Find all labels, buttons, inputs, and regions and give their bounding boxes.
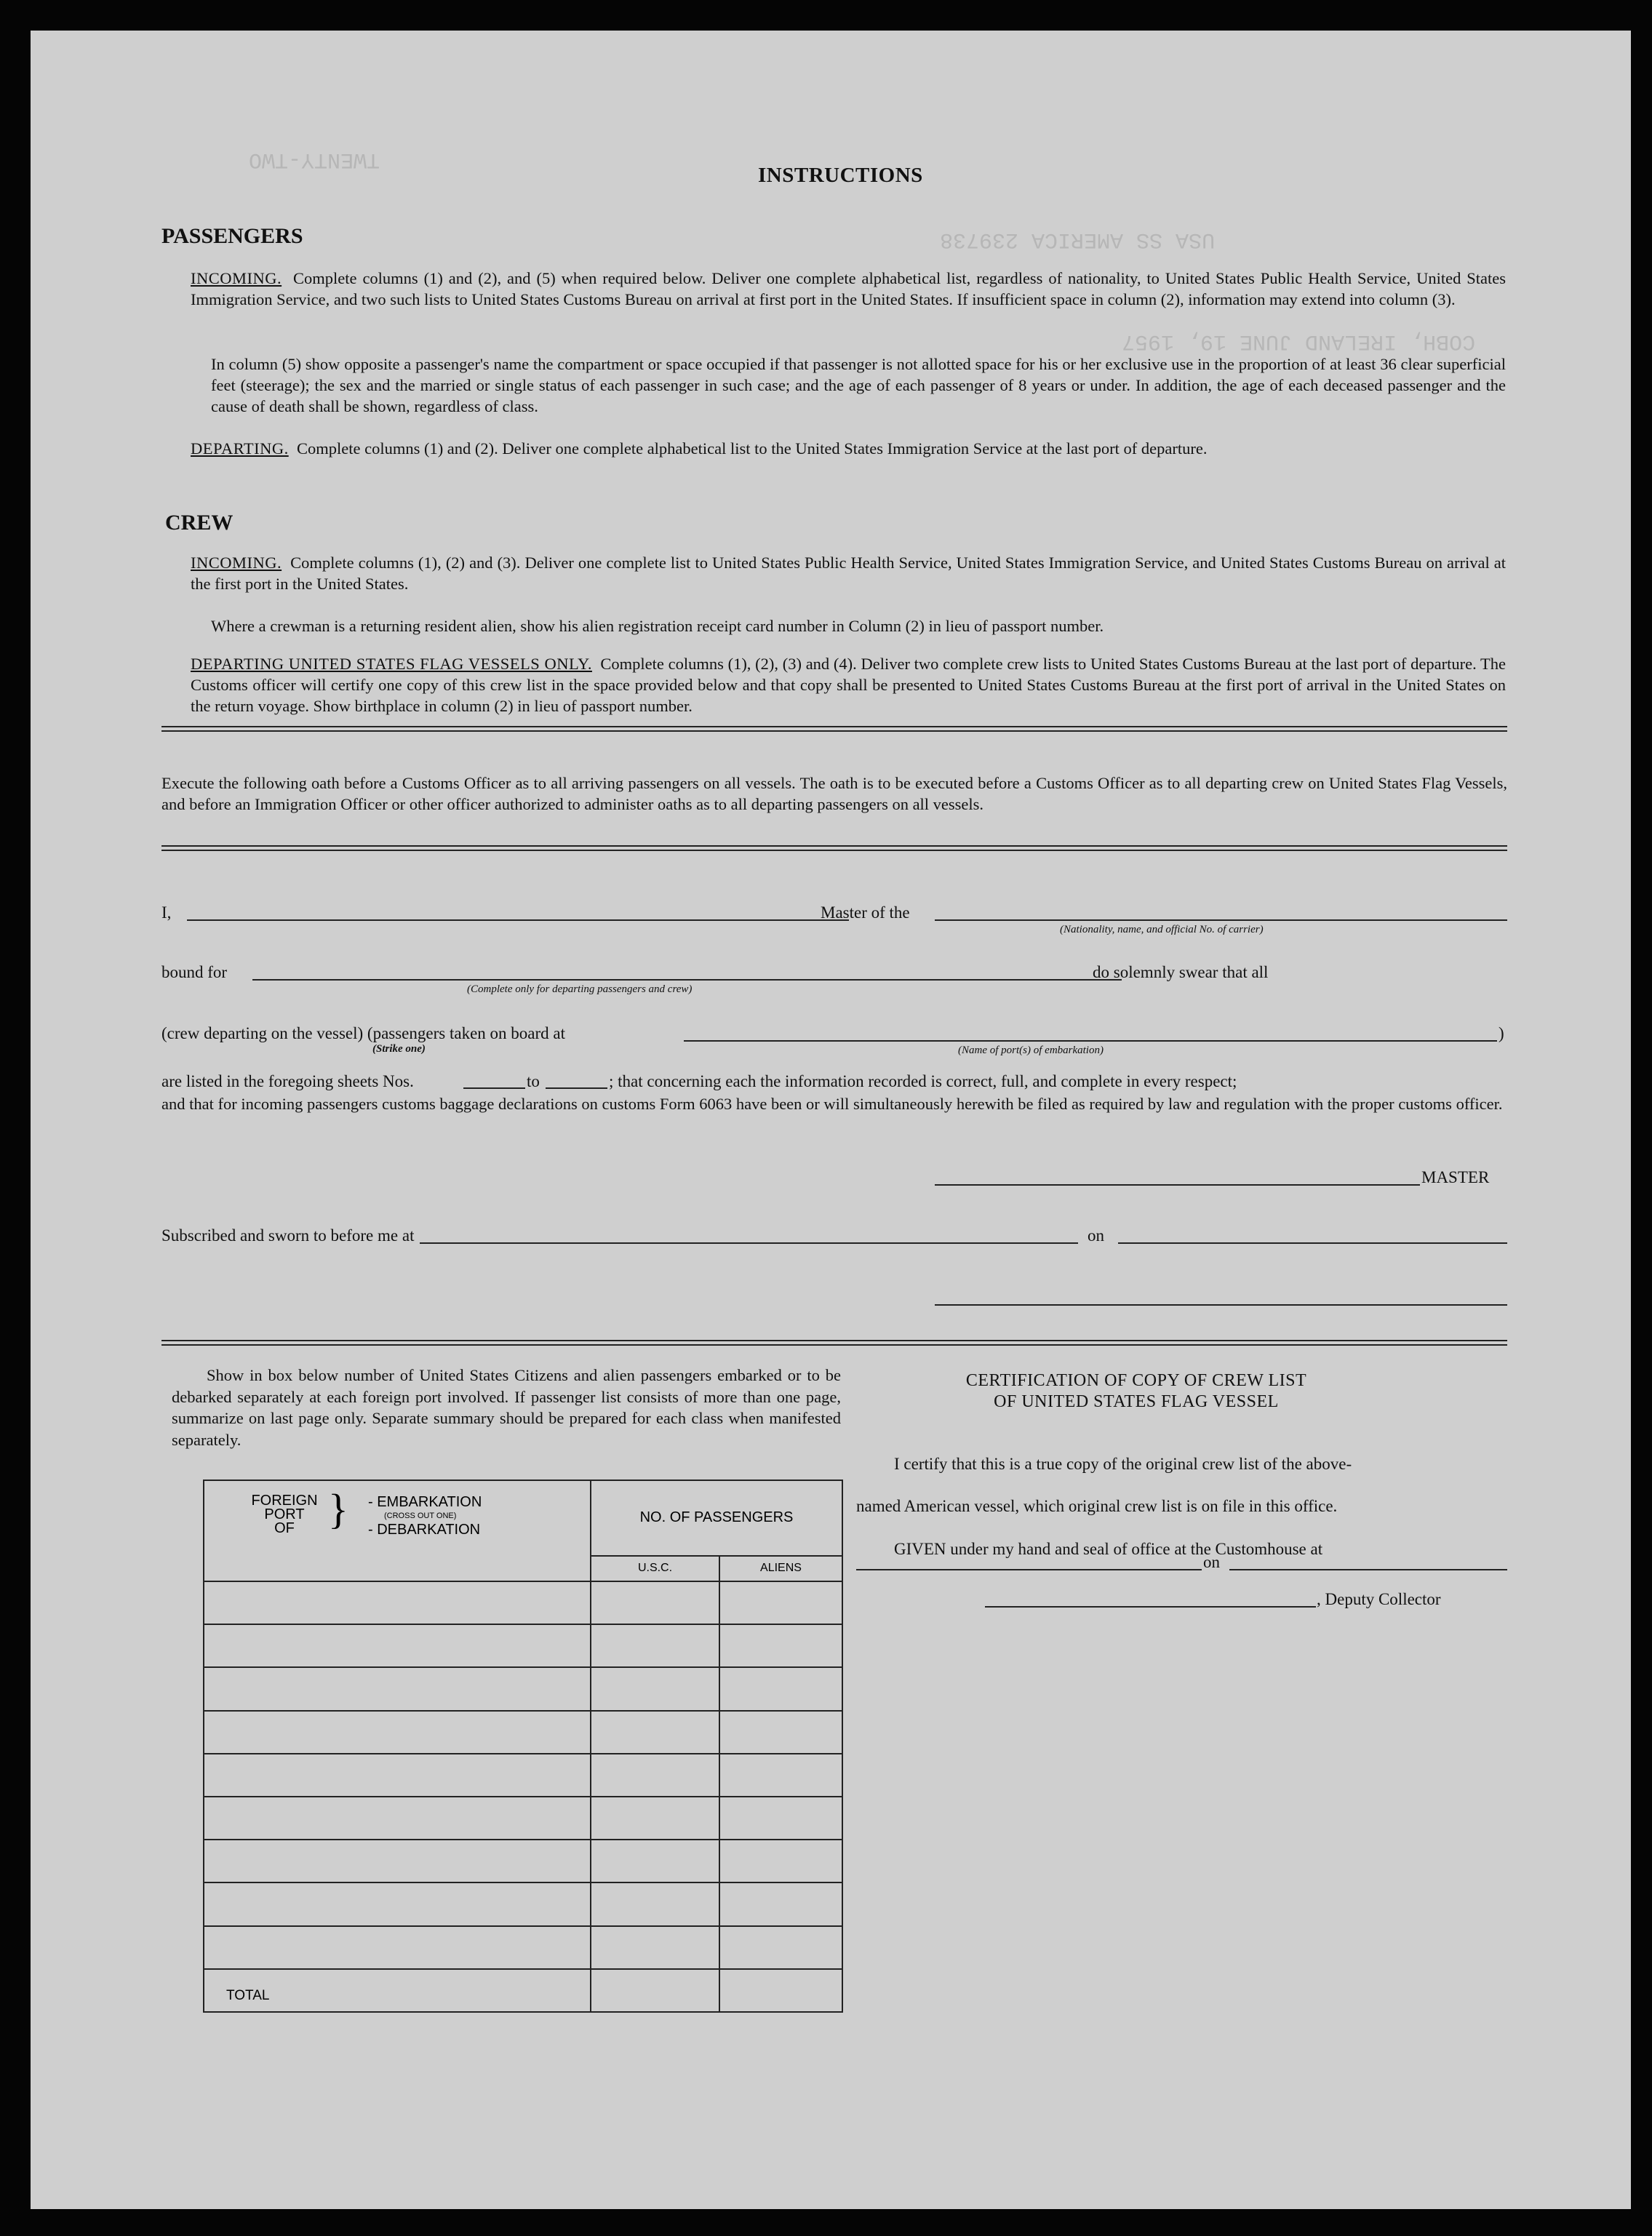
passengers-heading: PASSENGERS [161, 224, 303, 248]
aliens-cell[interactable] [719, 1754, 842, 1797]
port-cell[interactable] [204, 1754, 591, 1797]
port-cell[interactable] [204, 1581, 591, 1624]
usc-cell[interactable] [591, 1754, 719, 1797]
aliens-cell[interactable] [719, 1797, 842, 1840]
certification-line-2: named American vessel, which original crew list is on file in this office. [856, 1497, 1338, 1515]
passengers-incoming-text: Complete columns (1) and (2), and (5) when required below. Deliver one complete alphabetical list, regardless of nationality, to United States Public Health Service, United States Immigration Service, and two such lists to United States Customs Bureau on arrival at first port in the United States. If insufficient space in column (2), information may extend into column (3). [191, 269, 1507, 308]
listed-text-b: ; that concerning each the information recorded is correct, full, and complete in every respect; [609, 1072, 1237, 1090]
usc-header: U.S.C. [591, 1556, 719, 1581]
certification-heading [867, 1370, 1405, 1413]
certification-heading-1: CERTIFICATION OF COPY OF CREW LIST [965, 1371, 1307, 1390]
passengers-departing-text: Complete columns (1) and (2). Deliver one complete alphabetical list to the United States Immigration Service at the last port of departure. [296, 439, 1208, 458]
port-header-cell [204, 1480, 591, 1581]
page-title: INSTRUCTIONS [758, 164, 923, 187]
crew-incoming-paragraph [191, 552, 1506, 594]
crew-heading: CREW [165, 511, 234, 535]
sheet-to-line[interactable] [546, 1087, 607, 1089]
oath-i-label: I, [161, 903, 172, 922]
subscribed-label: Subscribed and sworn to before me at [161, 1226, 415, 1245]
certification-line-1: I certify that this is a true copy of the original crew list of the above- [894, 1455, 1352, 1473]
swear-text: do solemnly swear that all [1093, 963, 1269, 981]
total-label: TOTAL [204, 1969, 591, 2012]
port-cell[interactable] [204, 1624, 591, 1667]
section-divider [161, 1344, 1507, 1346]
usc-cell[interactable] [591, 1797, 719, 1840]
aliens-cell[interactable] [719, 1581, 842, 1624]
crew-incoming-label: INCOMING. [191, 554, 282, 572]
total-usc-cell[interactable] [591, 1969, 719, 2012]
usc-cell[interactable] [591, 1624, 719, 1667]
crew-incoming-text: Complete columns (1), (2) and (3). Deliver one complete list to United States Public Health Service, United States Immigration Service, and United States Customs Bureau on arrival at the first port in the United States. [191, 554, 1507, 593]
section-divider [161, 845, 1507, 847]
crew-departing-paragraph [191, 653, 1506, 716]
debarkation-label: - DEBARKATION [368, 1522, 481, 1538]
crew-departing-text: Complete columns (1), (2), (3) and (4). Deliver two complete crew lists to United States Customs Bureau at the last port of departure. The Customs officer will certify one copy of this crew list in the space provided below and that copy shall be presented to United States Customs Bureau at the first port of arrival in the United States on the return voyage. Show birthplace in column (2) in lieu of passport number. [191, 655, 1506, 715]
bound-caption: (Complete only for departing passengers and crew) [467, 983, 693, 995]
certification-date-line[interactable] [1229, 1569, 1507, 1570]
master-label: MASTER [1421, 1168, 1490, 1186]
usc-cell[interactable] [591, 1882, 719, 1925]
aliens-header: ALIENS [719, 1556, 842, 1581]
embark-debark-label [368, 1496, 482, 1537]
port-cell[interactable] [204, 1667, 591, 1710]
ports-line[interactable] [684, 1040, 1497, 1042]
officer-signature-line[interactable] [935, 1304, 1507, 1306]
aliens-cell[interactable] [719, 1667, 842, 1710]
usc-cell[interactable] [591, 1667, 719, 1710]
usc-cell[interactable] [591, 1926, 719, 1969]
aliens-cell[interactable] [719, 1926, 842, 1969]
port-cell[interactable] [204, 1840, 591, 1882]
port-label: PORT [264, 1506, 305, 1522]
deputy-signature-line[interactable] [985, 1606, 1316, 1608]
bound-for-label: bound for [161, 963, 228, 981]
master-name-line[interactable] [187, 919, 849, 921]
bleed-through-text: USA SS AMERICA 239738 [940, 227, 1216, 252]
usc-cell[interactable] [591, 1840, 719, 1882]
close-paren: ) [1499, 1024, 1504, 1042]
bound-for-line[interactable] [252, 979, 1122, 981]
deputy-collector-label: , Deputy Collector [1317, 1590, 1441, 1608]
aliens-cell[interactable] [719, 1711, 842, 1754]
passenger-summary-table [203, 1480, 843, 2013]
document-page [31, 31, 1631, 2209]
ports-caption: (Name of port(s) of embarkation) [958, 1045, 1104, 1056]
listed-to: to [527, 1072, 540, 1090]
port-cell[interactable] [204, 1882, 591, 1925]
carrier-caption: (Nationality, name, and official No. of carrier) [1060, 924, 1264, 935]
foreign-port-label [244, 1494, 324, 1536]
usc-cell[interactable] [591, 1711, 719, 1754]
bleed-through-text: TWENTY-TWO [249, 147, 380, 172]
passengers-incoming-label: INCOMING. [191, 269, 282, 287]
bleed-through-text: COBH, IRELAND JUNE 19, 1957 [1122, 329, 1476, 354]
usc-cell[interactable] [591, 1581, 719, 1624]
sworn-place-line[interactable] [420, 1242, 1078, 1244]
crew-departing-label: DEPARTING UNITED STATES FLAG VESSELS ONLY. [191, 655, 592, 673]
aliens-cell[interactable] [719, 1624, 842, 1667]
aliens-cell[interactable] [719, 1840, 842, 1882]
section-divider [161, 1340, 1507, 1341]
summary-instruction: Show in box below number of United States Citizens and alien passengers embarked or to be debarked separately at each foreign port involved. If passenger list consists of more than one page, summarize on last page only. Separate summary should be prepared for each class when manifested separately. [172, 1366, 841, 1449]
strike-one-caption: (Strike one) [372, 1043, 426, 1055]
listed-text-a: are listed in the foregoing sheets Nos. [161, 1072, 414, 1090]
brace-glyph: } [328, 1485, 348, 1533]
customhouse-line[interactable] [856, 1569, 1202, 1570]
crew-resident-paragraph: Where a crewman is a returning resident alien, show his alien registration receipt card number in Column (2) in lieu of passport number. [211, 617, 1104, 635]
port-cell[interactable] [204, 1926, 591, 1969]
section-divider [161, 850, 1507, 851]
section-divider [161, 730, 1507, 732]
foreign-label: FOREIGN [251, 1493, 318, 1509]
oath-intro: Execute the following oath before a Customs Officer as to all arriving passengers on all vessels. The oath is to be executed before a Customs Officer as to all departing crew on United States Flag Vessels, and before an Immigration Officer or other officer authorized to administer oaths as to all departing passengers on all vessels. [161, 774, 1507, 813]
embarkation-label: - EMBARKATION [368, 1494, 482, 1510]
no-passengers-header: NO. OF PASSENGERS [591, 1480, 842, 1556]
listed-text-c: and that for incoming passengers customs baggage declarations on customs Form 6063 have been or will simultaneously herewith be filed as required by law and regulation with the proper customs officer. [161, 1095, 1503, 1113]
port-cell[interactable] [204, 1797, 591, 1840]
aliens-cell[interactable] [719, 1882, 842, 1925]
passengers-departing-label: DEPARTING. [191, 439, 289, 458]
carrier-line[interactable] [935, 919, 1507, 921]
passengers-incoming-paragraph [191, 268, 1506, 310]
sworn-date-line[interactable] [1118, 1242, 1507, 1244]
master-of-label: Master of the [821, 903, 910, 922]
crew-departing-text: (crew departing on the vessel) (passengers taken on board at [161, 1024, 565, 1042]
certification-line-3: GIVEN under my hand and seal of office at the Customhouse at [894, 1540, 1323, 1558]
of-label: OF [274, 1520, 295, 1536]
passengers-column5-paragraph: In column (5) show opposite a passenger's name the compartment or space occupied if that passenger is not allotted space for his or her exclusive use in the proportion of at least 36 clear superficial feet (steerage); the sex and the married or single status of each passenger in such case; and the age of each passenger of 8 years or under. In addition, the age of each deceased passenger and the cause of death shall be shown, regardless of class. [211, 355, 1506, 415]
certification-heading-2: OF UNITED STATES FLAG VESSEL [994, 1392, 1279, 1411]
cross-out-label: (CROSS OUT ONE) [384, 1512, 457, 1520]
port-cell[interactable] [204, 1711, 591, 1754]
section-divider [161, 726, 1507, 727]
master-signature-line[interactable] [935, 1184, 1420, 1186]
certification-on-label: on [1203, 1553, 1220, 1571]
sworn-on-label: on [1088, 1226, 1104, 1245]
total-aliens-cell[interactable] [719, 1969, 842, 2012]
sheet-from-line[interactable] [463, 1087, 525, 1089]
passengers-departing-paragraph [191, 438, 1506, 459]
